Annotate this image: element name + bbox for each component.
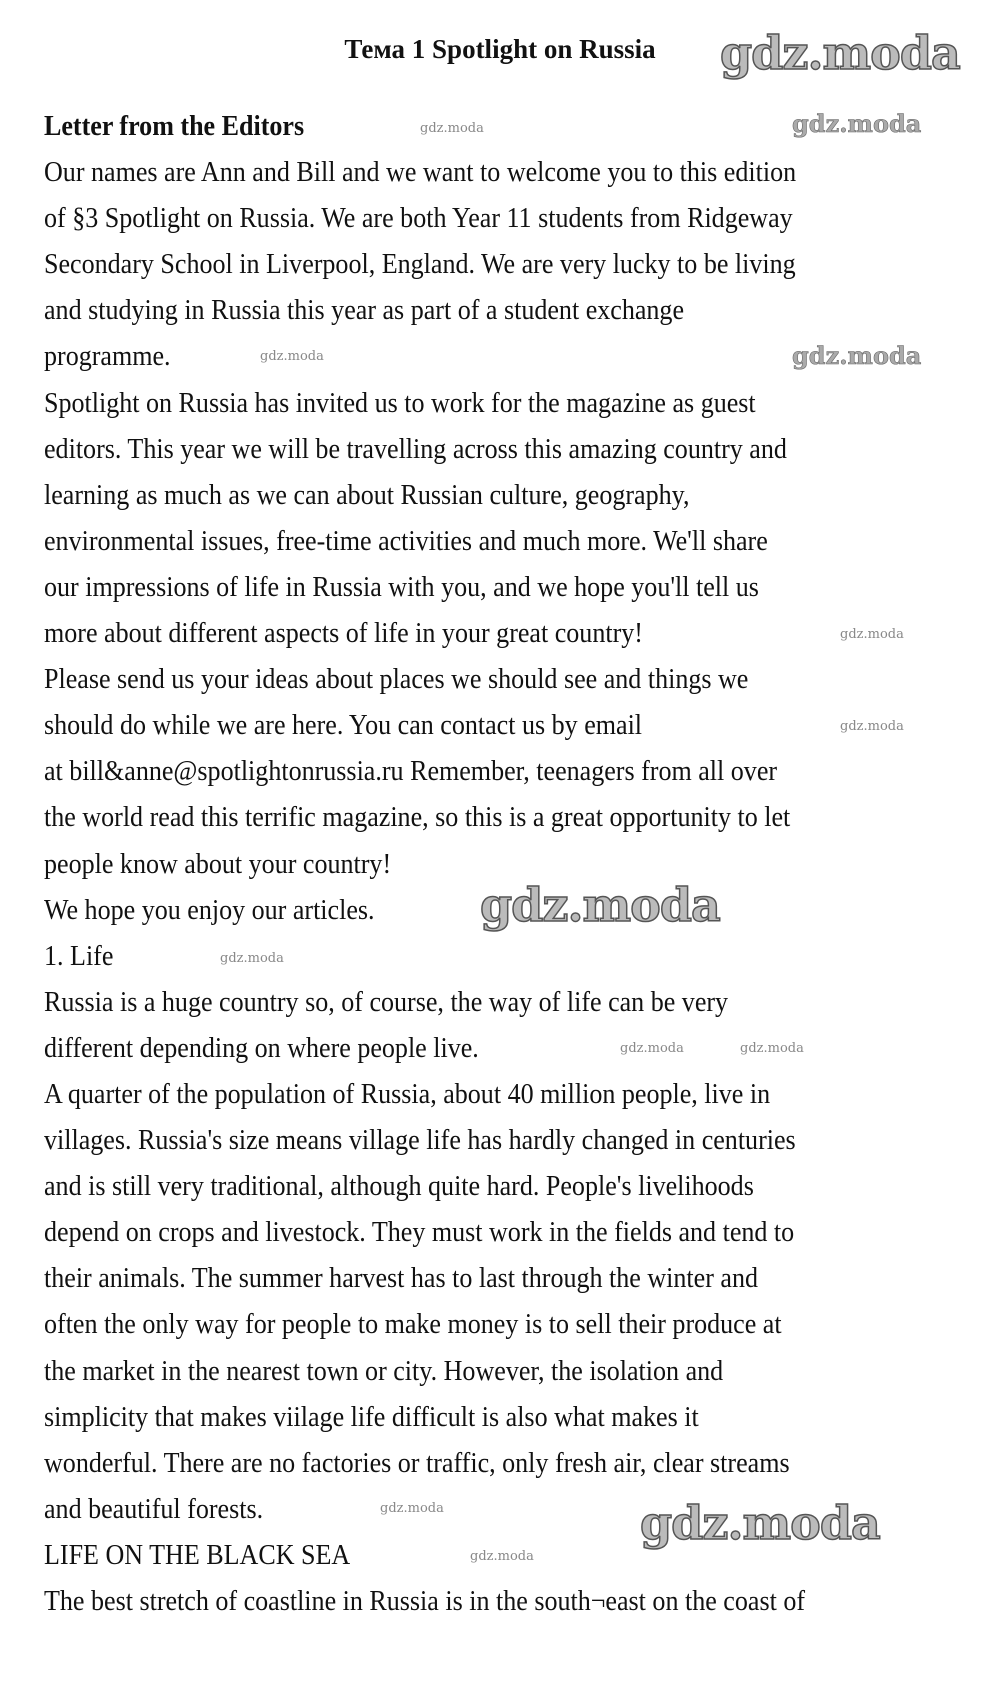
- text-line: A quarter of the population of Russia, about 40 million people, live in: [44, 1078, 771, 1110]
- text-line: should do while we are here. You can contact us by email: [44, 710, 643, 742]
- page-title: Тема 1 Spotlight on Russia: [344, 34, 656, 64]
- text-line: and is still very traditional, although quite hard. People's livelihoods: [44, 1171, 754, 1203]
- watermark: gdz.moda: [480, 878, 720, 932]
- section-heading: 1. Life: [44, 940, 114, 972]
- watermark: gdz.moda: [792, 341, 922, 370]
- section-heading: Letter from the Editors: [44, 111, 305, 142]
- text-line: the market in the nearest town or city. However, the isolation and: [44, 1355, 724, 1387]
- text-line: Spotlight on Russia has invited us to work for the magazine as guest: [44, 387, 756, 419]
- watermark: gdz.moda: [840, 719, 904, 734]
- watermark: gdz.moda: [260, 349, 324, 364]
- text-line: Please send us your ideas about places we should see and things we: [44, 664, 749, 696]
- watermark: gdz.moda: [380, 1501, 444, 1516]
- watermark: gdz.moda: [470, 1549, 534, 1564]
- document-body: [44, 104, 862, 1625]
- watermark: gdz.moda: [420, 121, 484, 136]
- text-line: Our names are Ann and Bill and we want to welcome you to this edition: [44, 157, 797, 189]
- text-line: at bill&anne@spotlightonrussia.ru Remember, teenagers from all over: [44, 756, 778, 788]
- watermark: gdz.moda: [792, 109, 922, 138]
- watermark: gdz.moda: [740, 1041, 804, 1056]
- text-line: the world read this terrific magazine, so this is a great opportunity to let: [44, 802, 791, 834]
- text-line: simplicity that makes viilage life difficult is also what makes it: [44, 1401, 699, 1433]
- watermark: gdz.moda: [620, 1041, 684, 1056]
- text-line: different depending on where people live.: [44, 1032, 479, 1064]
- section-heading: LIFE ON THE BLACK SEA: [44, 1539, 351, 1571]
- text-line: and beautiful forests.: [44, 1493, 264, 1525]
- text-line: wonderful. There are no factories or traffic, only fresh air, clear streams: [44, 1447, 790, 1479]
- text-line: environmental issues, free-time activities and much more. We'll share: [44, 525, 768, 557]
- text-line: editors. This year we will be travelling across this amazing country and: [44, 433, 787, 465]
- text-line: more about different aspects of life in your great country!: [44, 618, 643, 650]
- text-line: depend on crops and livestock. They must work in the fields and tend to: [44, 1217, 795, 1249]
- text-line: programme.: [44, 341, 171, 373]
- text-line: of §3 Spotlight on Russia. We are both Year 11 students from Ridgeway: [44, 203, 793, 235]
- text-line: learning as much as we can about Russian culture, geography,: [44, 479, 690, 511]
- text-line: people know about your country!: [44, 848, 392, 880]
- text-line: often the only way for people to make money is to sell their produce at: [44, 1309, 782, 1341]
- text-line: villages. Russia's size means village life has hardly changed in centuries: [44, 1125, 796, 1157]
- watermark: gdz.moda: [720, 26, 960, 80]
- text-line: The best stretch of coastline in Russia is in the south¬east on the coast of: [44, 1586, 806, 1617]
- watermark: gdz.moda: [640, 1496, 880, 1550]
- watermark: gdz.moda: [220, 951, 284, 966]
- watermark: gdz.moda: [840, 627, 904, 642]
- text-line: We hope you enjoy our articles.: [44, 894, 375, 926]
- text-line: Russia is a huge country so, of course, the way of life can be very: [44, 986, 729, 1018]
- text-line: and studying in Russia this year as part of a student exchange: [44, 295, 685, 327]
- text-line: our impressions of life in Russia with you, and we hope you'll tell us: [44, 571, 759, 603]
- text-line: their animals. The summer harvest has to last through the winter and: [44, 1263, 759, 1295]
- text-line: Secondary School in Liverpool, England. We are very lucky to be living: [44, 249, 796, 281]
